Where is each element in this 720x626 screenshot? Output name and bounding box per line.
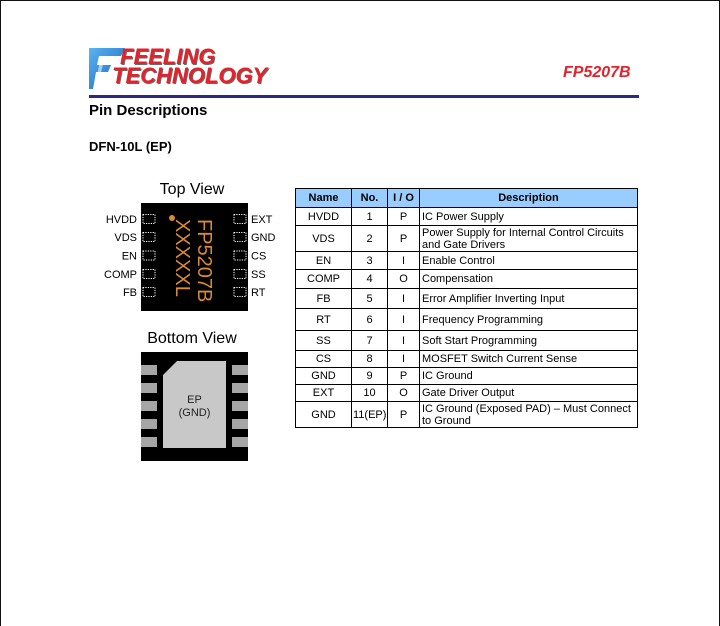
pin-number-cell: 1 xyxy=(352,208,388,226)
bottom-pin-left-3 xyxy=(141,401,157,411)
pin-number-cell: 10 xyxy=(352,385,388,402)
bottom-pin-left-4 xyxy=(141,419,157,429)
chip-marking-part-number: FP5207B xyxy=(193,219,215,303)
pin-label-left-4: COMP xyxy=(104,269,137,281)
table-row xyxy=(296,226,638,252)
pin-name-cell: VDS xyxy=(296,226,352,252)
chip-marking-lot-code: XXXXXL xyxy=(171,219,193,297)
table-row xyxy=(296,252,638,270)
header-io: I / O xyxy=(388,189,420,208)
bottom-view-title: Bottom View xyxy=(147,330,237,347)
pin-number-cell: 11(EP) xyxy=(352,402,388,428)
pin-io-cell: O xyxy=(388,385,420,402)
pin-name-cell: GND xyxy=(296,402,352,428)
bottom-pin-right-5 xyxy=(232,437,248,447)
header-part-number: FP5207B xyxy=(563,64,631,81)
pin-io-cell: I xyxy=(388,252,420,270)
header-description: Description xyxy=(420,189,638,208)
pin-io-cell: P xyxy=(388,402,420,428)
pin-io-cell: O xyxy=(388,270,420,289)
bottom-pin-left-1 xyxy=(141,365,157,375)
pin-number-cell: 2 xyxy=(352,226,388,252)
pin-number-cell: 9 xyxy=(352,368,388,385)
pin-label-right-3: CS xyxy=(251,250,267,263)
table-row xyxy=(296,270,638,289)
pin-number-cell: 4 xyxy=(352,270,388,289)
pin-io-cell: P xyxy=(388,226,420,252)
pin-io-cell: I xyxy=(388,309,420,331)
pin-io-cell: P xyxy=(388,368,420,385)
pin-description-cell: IC Power Supply xyxy=(420,208,638,226)
header-name: Name xyxy=(296,189,352,208)
table-row xyxy=(296,309,638,331)
pin-name-cell: COMP xyxy=(296,270,352,289)
pin-label-left-3: EN xyxy=(121,250,137,263)
pin-io-cell: I xyxy=(388,331,420,351)
section-title: Pin Descriptions xyxy=(89,102,208,119)
exposed-pad-sublabel: (GND) xyxy=(178,407,211,419)
logo-text-technology: TECHNOLOGY xyxy=(112,63,268,88)
pin-description-cell: Error Amplifier Inverting Input xyxy=(420,289,638,309)
pin-description-table xyxy=(295,188,638,428)
pin-description-cell: Enable Control xyxy=(420,252,638,270)
pin-number-cell: 8 xyxy=(352,351,388,368)
pin-name-cell: RT xyxy=(296,309,352,331)
logo-text-feeling: FEELING xyxy=(120,44,216,69)
bottom-view-diagram xyxy=(131,349,259,465)
pin-label-right-2: GND xyxy=(251,232,276,244)
pin-name-cell: EXT xyxy=(296,385,352,402)
pin-description-cell: Power Supply for Internal Control Circuits and Gate Drivers xyxy=(420,226,638,252)
header-rule xyxy=(89,95,639,98)
pin-io-cell: I xyxy=(388,351,420,368)
bottom-pin-right-4 xyxy=(232,419,248,429)
pin-label-left-2: VDS xyxy=(114,232,137,244)
bottom-pin-right-2 xyxy=(232,383,248,393)
bottom-pin-left-5 xyxy=(141,437,157,447)
pin-description-cell: Compensation xyxy=(420,270,638,289)
header-number: No. xyxy=(352,189,388,208)
pin-name-cell: SS xyxy=(296,331,352,351)
bottom-pin-right-1 xyxy=(232,365,248,375)
package-name: DFN-10L (EP) xyxy=(89,139,172,154)
pin-label-right-1: EXT xyxy=(251,214,273,226)
pin-io-cell: I xyxy=(388,289,420,309)
pin-label-right-5: RT xyxy=(251,287,266,299)
table-row xyxy=(296,368,638,385)
table-row xyxy=(296,402,638,428)
exposed-pad-label: EP xyxy=(187,394,202,406)
pin-name-cell: GND xyxy=(296,368,352,385)
pin-number-cell: 3 xyxy=(352,252,388,270)
pin-label-left-5: FB xyxy=(122,287,137,299)
table-row xyxy=(296,351,638,368)
pin-number-cell: 7 xyxy=(352,331,388,351)
pin-name-cell: FB xyxy=(296,289,352,309)
pin-description-cell: IC Ground xyxy=(420,368,638,385)
table-row xyxy=(296,289,638,309)
table-row xyxy=(296,331,638,351)
pin-description-cell: Soft Start Programming xyxy=(420,331,638,351)
pin-number-cell: 5 xyxy=(352,289,388,309)
pin-description-cell: MOSFET Switch Current Sense xyxy=(420,351,638,368)
pin-description-cell: Frequency Programming xyxy=(420,309,638,331)
table-header-row xyxy=(296,189,638,208)
pin-number-cell: 6 xyxy=(352,309,388,331)
bottom-pin-right-3 xyxy=(232,401,248,411)
pin-description-cell: IC Ground (Exposed PAD) – Must Connect to Ground xyxy=(420,402,638,428)
table-row xyxy=(296,208,638,226)
top-view-title: Top View xyxy=(159,181,225,198)
pin-label-left-1: HVDD xyxy=(105,214,137,226)
bottom-pin-left-2 xyxy=(141,383,157,393)
pin-name-cell: EN xyxy=(296,252,352,270)
pin-name-cell: HVDD xyxy=(296,208,352,226)
pin-description-cell: Gate Driver Output xyxy=(420,385,638,402)
pin-label-right-4: SS xyxy=(251,269,266,281)
pin-io-cell: P xyxy=(388,208,420,226)
table-row xyxy=(296,385,638,402)
pin-name-cell: CS xyxy=(296,351,352,368)
top-view-diagram xyxy=(96,199,286,317)
